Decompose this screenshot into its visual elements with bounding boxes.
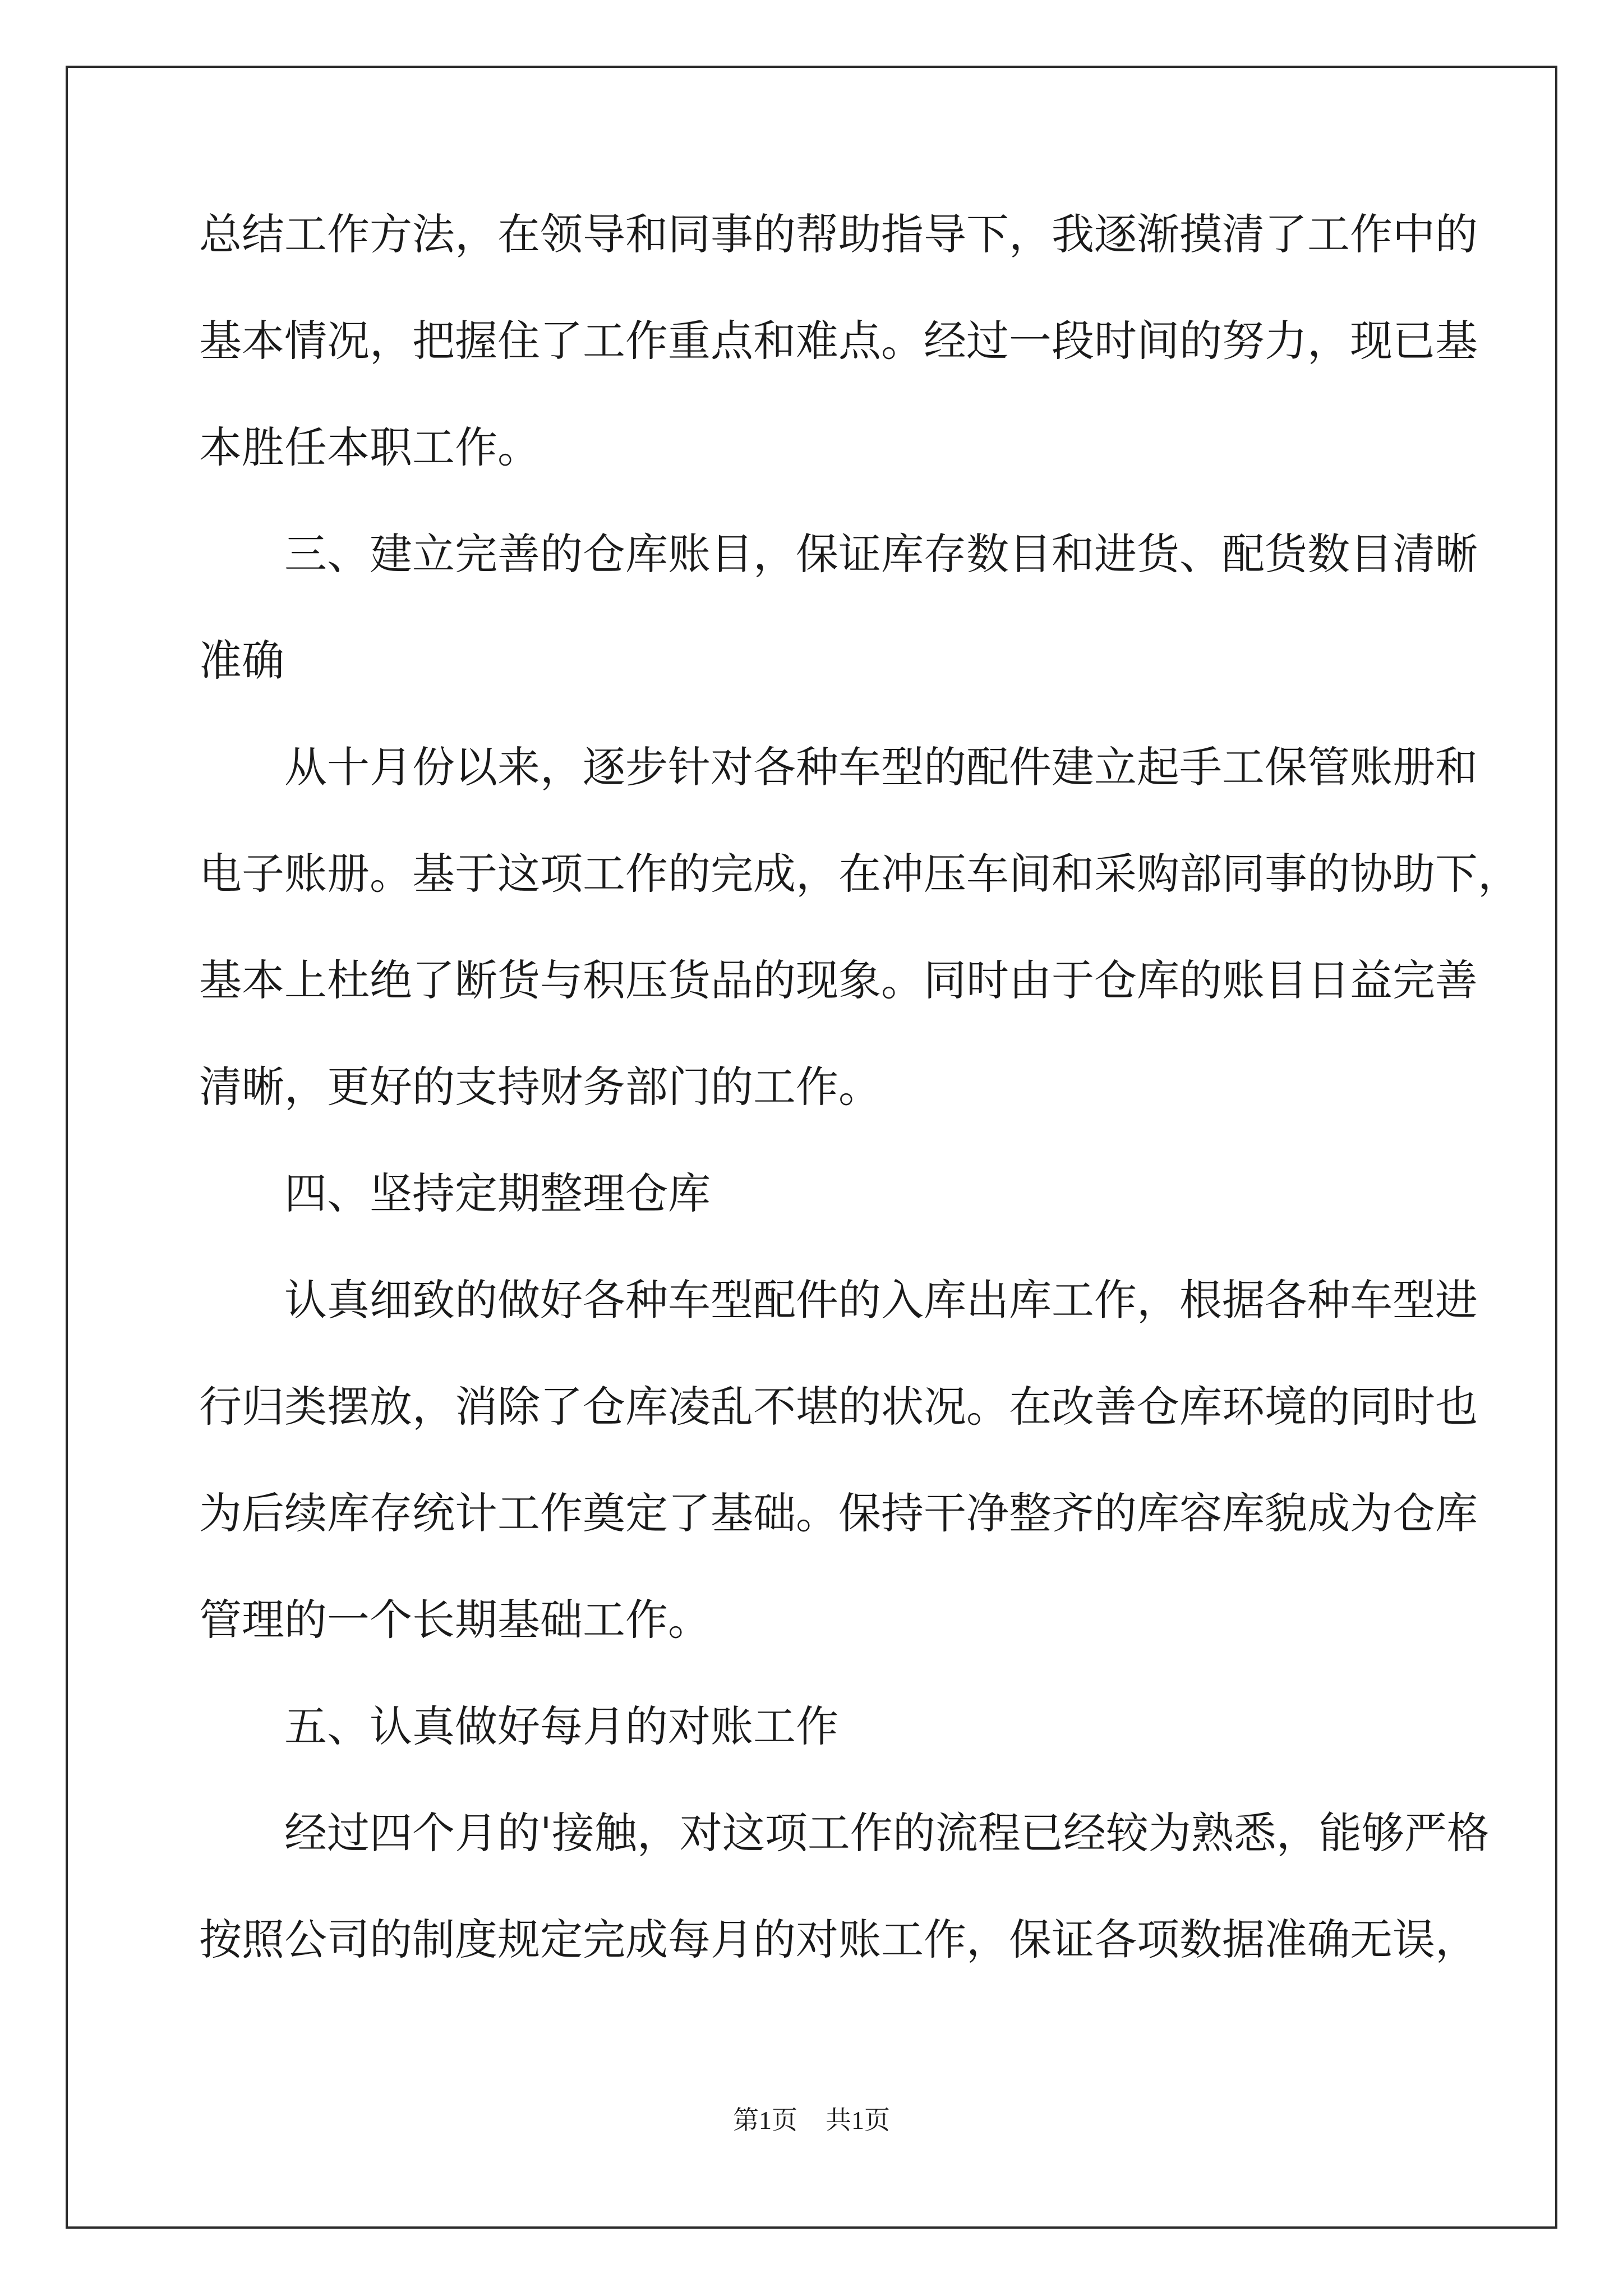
page-number-current: 第1页 <box>733 2106 797 2134</box>
text-line: 认真细致的做好各种车型配件的入库出库工作，根据各种车型进 <box>284 1275 1478 1325</box>
document-body <box>199 209 1520 2025</box>
text-line: 总结工作方法，在领导和同事的帮助指导下，我逐渐摸清了工作中的 <box>199 209 1478 259</box>
text-line: 从十月份以来，逐步针对各种车型的配件建立起手工保管账册和 <box>284 742 1478 792</box>
section-heading: 三、建立完善的仓库账目，保证库存数目和进货、配货数目清晰 <box>284 529 1478 579</box>
text-line: 准确 <box>199 636 284 685</box>
section-heading: 五、认真做好每月的对账工作 <box>284 1701 838 1751</box>
text-line: 清晰，更好的支持财务部门的工作。 <box>199 1062 881 1112</box>
section-heading: 四、坚持定期整理仓库 <box>284 1168 711 1218</box>
text-line: 经过四个月的'接触，对这项工作的流程已经较为熟悉，能够严格 <box>284 1808 1490 1858</box>
text-line: 为后续库存统计工作奠定了基础。保持干净整齐的库容库貌成为仓库 <box>199 1488 1478 1538</box>
text-line: 基本上杜绝了断货与积压货品的现象。同时由于仓库的账目日益完善 <box>199 955 1478 1005</box>
text-line: 本胜任本职工作。 <box>199 422 540 472</box>
page-number-total: 共1页 <box>826 2106 890 2134</box>
text-line: 基本情况，把握住了工作重点和难点。经过一段时间的努力，现已基 <box>199 316 1478 366</box>
text-line: 行归类摆放，消除了仓库凌乱不堪的状况。在改善仓库环境的同时也 <box>199 1382 1478 1432</box>
page-footer <box>0 2106 1623 2134</box>
text-line: 管理的一个长期基础工作。 <box>199 1595 711 1645</box>
text-line: 电子账册。基于这项工作的完成，在冲压车间和采购部同事的协助下， <box>199 849 1520 899</box>
text-line: 按照公司的制度规定完成每月的对账工作，保证各项数据准确无误， <box>199 1915 1478 1964</box>
